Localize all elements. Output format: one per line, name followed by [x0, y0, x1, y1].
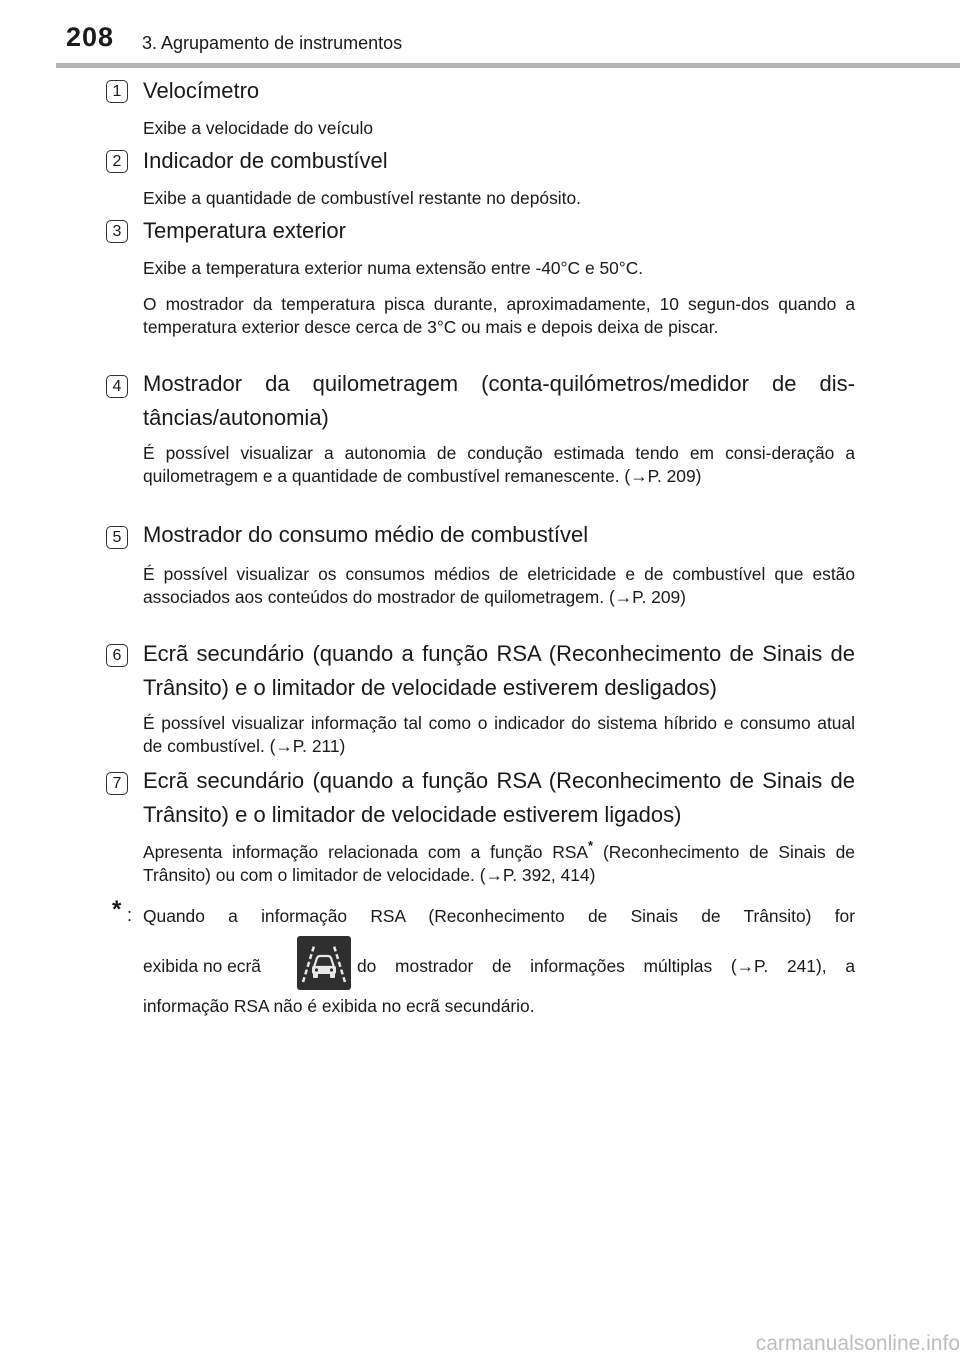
watermark: carmanualsonline.info [755, 1332, 960, 1355]
desc-part: (Reconhecimento de Sinais de Trânsito) ou com o limitador de velocidade. (→P. 392, 414) [143, 842, 855, 885]
footnote-colon: : [127, 905, 133, 925]
footnote-line: exibida no ecrã [143, 956, 261, 976]
item-description: O mostrador da temperatura pisca durante, aproximadamente, 10 segun-dos quando a temperatura exterior desce cerca de 3°C ou mais e depois deixa de piscar. [143, 294, 855, 337]
item-title: Velocímetro [143, 78, 260, 103]
item-number-badge: 7 [106, 772, 128, 795]
item-title: Indicador de combustível [143, 148, 388, 173]
footnote-line: informação RSA não é exibida no ecrã secundário. [143, 996, 535, 1016]
item-number-badge: 2 [106, 150, 128, 173]
item-title: Ecrã secundário (quando a função RSA (Reconhecimento de Sinais de Trânsito) e o limitador de velocidade estiverem desligados) [143, 641, 855, 700]
asterisk-marker: * [588, 838, 594, 853]
header-rule [56, 63, 960, 68]
item-number-badge: 3 [106, 220, 128, 243]
item-title: Ecrã secundário (quando a função RSA (Reconhecimento de Sinais de Trânsito) e o limitador de velocidade estiverem ligados) [143, 768, 855, 827]
item-description: É possível visualizar a autonomia de condução estimada tendo em consi-deração a quilometragem e a quantidade de combustível remanescente. (→P. 209) [143, 443, 855, 486]
item-description: Exibe a temperatura exterior numa extensão entre -40°C e 50°C. [143, 258, 644, 278]
item-description [143, 834, 855, 887]
item-title: Mostrador do consumo médio de combustível [143, 522, 589, 547]
desc-part: Apresenta informação relacionada com a função RSA [143, 842, 589, 862]
item-number-badge: 4 [106, 375, 128, 398]
item-title: Temperatura exterior [143, 218, 346, 243]
item-description: Exibe a quantidade de combustível restante no depósito. [143, 188, 581, 208]
item-title: Mostrador da quilometragem (conta-quilómetros/medidor de dis-tâncias/autonomia) [143, 371, 855, 430]
item-description: É possível visualizar informação tal como o indicador do sistema híbrido e consumo atual de combustível. (→P. 211) [143, 713, 855, 756]
item-number-badge: 5 [106, 526, 128, 549]
footnote-line: Quando a informação RSA (Reconhecimento de Sinais de Trânsito) for [143, 906, 855, 926]
footnote-asterisk: * [112, 896, 122, 923]
item-description: Exibe a velocidade do veículo [143, 118, 374, 138]
item-number-badge: 6 [106, 644, 128, 667]
page-header [0, 0, 960, 70]
footnote-line: do mostrador de informações múltiplas (→P. 241), a [357, 956, 855, 976]
chapter-title: 3. Agrupamento de instrumentos [142, 33, 403, 53]
rsa-display-icon [297, 936, 351, 990]
page-number: 208 [66, 22, 115, 52]
item-number-badge: 1 [106, 80, 128, 103]
item-description: É possível visualizar os consumos médios de eletricidade e de combustível que estão associados aos conteúdos do mostrador de quilometragem. (→P. 209) [143, 564, 855, 607]
